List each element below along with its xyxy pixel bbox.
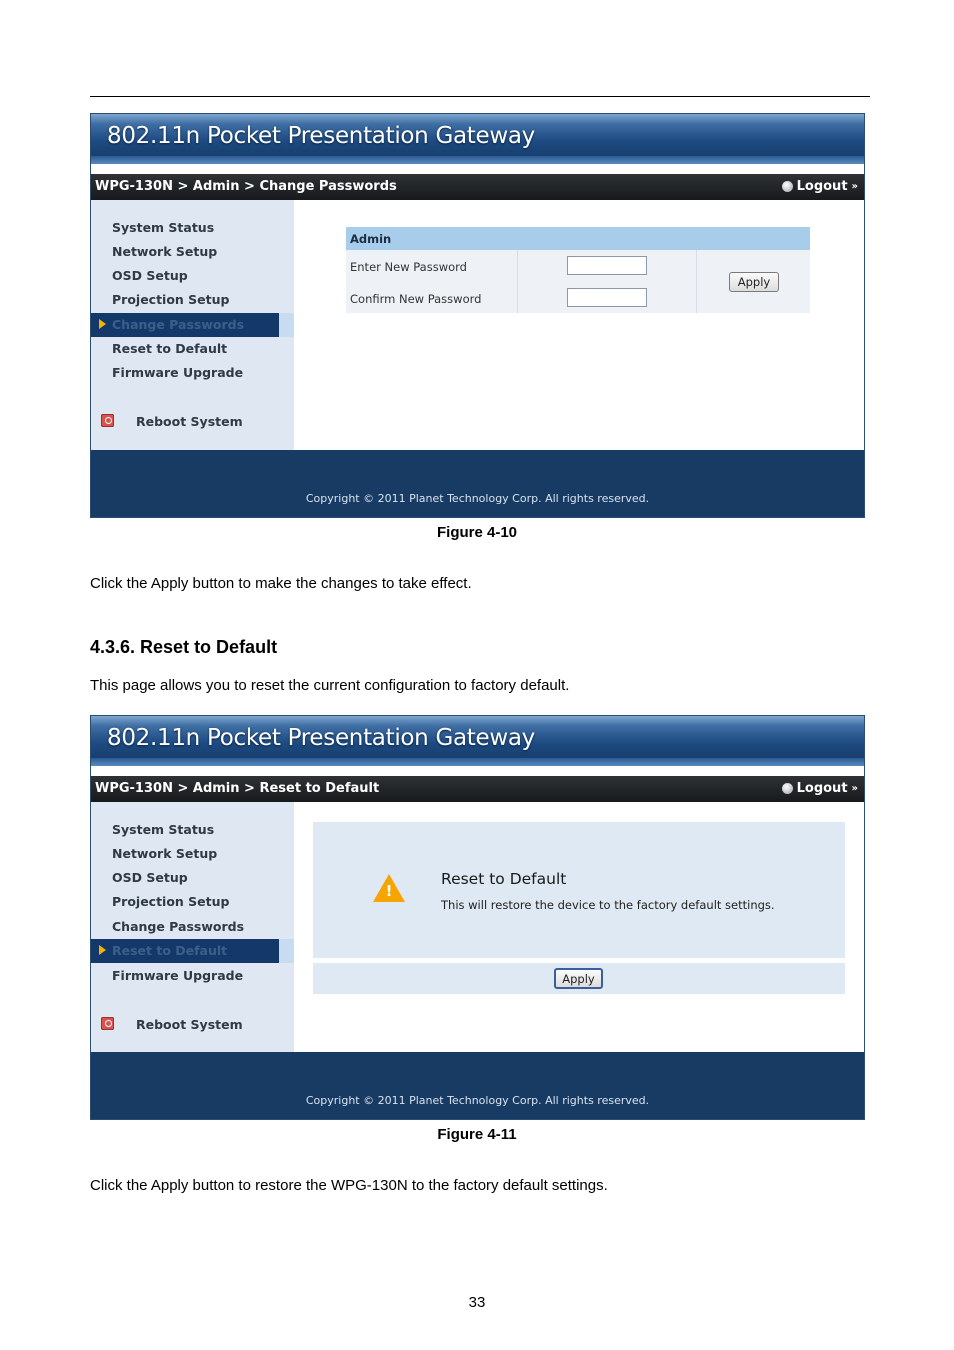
copyright-text: Copyright © 2011 Planet Technology Corp. All rights reserved. [305, 1094, 650, 1107]
gateway-title: 802.11n Pocket Presentation Gateway [107, 123, 535, 149]
copyright-text: Copyright © 2011 Planet Technology Corp. All rights reserved. [305, 492, 650, 505]
navigation-bar [91, 776, 864, 802]
apply-button[interactable]: Apply [729, 272, 779, 292]
breadcrumb: WPG-130N > Admin > Change Passwords [95, 179, 397, 194]
admin-password-form [346, 227, 810, 313]
sidebar-item-reboot-system[interactable]: Reboot System [136, 1017, 243, 1032]
sidebar-item-change-passwords[interactable]: Change Passwords [112, 919, 245, 934]
sidebar [91, 200, 294, 450]
logout-icon [782, 783, 793, 794]
power-icon [101, 414, 114, 427]
sidebar-item-reset-to-default[interactable]: Reset to Default [112, 341, 228, 356]
new-password-label: Enter New Password [350, 260, 467, 274]
gateway-title: 802.11n Pocket Presentation Gateway [107, 725, 535, 751]
body-paragraph: Click the Apply button to restore the WPG-130N to the factory default settings. [90, 1177, 608, 1194]
footer [91, 450, 864, 517]
sidebar-item-change-passwords[interactable] [91, 313, 279, 337]
footer [91, 1052, 864, 1119]
notice-text: This will restore the device to the factory default settings. [441, 898, 775, 912]
gateway-banner [91, 114, 864, 164]
logout-link[interactable] [782, 179, 858, 194]
gateway-banner [91, 716, 864, 766]
sidebar-item-firmware-upgrade[interactable]: Firmware Upgrade [112, 968, 244, 983]
screenshot-reset-to-default [90, 715, 865, 1120]
body-paragraph: Click the Apply button to make the changes to take effect. [90, 575, 472, 592]
body-paragraph: This page allows you to reset the current configuration to factory default. [90, 677, 570, 694]
new-password-input[interactable] [567, 256, 647, 275]
sidebar-item-projection-setup[interactable]: Projection Setup [112, 894, 230, 909]
confirm-password-input[interactable] [567, 288, 647, 307]
form-header [346, 227, 810, 250]
figure-caption: Figure 4-10 [436, 524, 518, 541]
notice-title: Reset to Default [441, 870, 567, 888]
logout-label: Logout [796, 179, 848, 194]
arrow-right-icon [99, 945, 106, 955]
figure-caption: Figure 4-11 [437, 1126, 517, 1143]
sidebar [91, 802, 294, 1052]
breadcrumb: WPG-130N > Admin > Reset to Default [95, 781, 380, 796]
logout-icon [782, 181, 793, 192]
arrow-right-icon [99, 319, 106, 329]
logout-label: Logout [796, 781, 848, 796]
sidebar-item-reboot-system[interactable]: Reboot System [136, 414, 243, 429]
section-heading: 4.3.6. Reset to Default [90, 637, 278, 657]
sidebar-item-reset-to-default[interactable] [91, 939, 279, 963]
apply-button[interactable]: Apply [554, 968, 603, 989]
form-title: Admin [350, 232, 392, 246]
warning-exclamation: ! [385, 882, 393, 900]
logout-link[interactable] [782, 781, 858, 796]
screenshot-change-passwords [90, 113, 865, 518]
sidebar-item-osd-setup[interactable]: OSD Setup [112, 268, 188, 283]
sidebar-item-firmware-upgrade[interactable]: Firmware Upgrade [112, 365, 244, 380]
apply-bar [313, 963, 845, 994]
double-chevron-icon: » [851, 181, 858, 192]
sidebar-item-label: Reset to Default [112, 943, 228, 958]
sidebar-item-projection-setup[interactable]: Projection Setup [112, 292, 230, 307]
sidebar-item-network-setup[interactable]: Network Setup [112, 244, 218, 259]
header-rule [90, 96, 870, 97]
sidebar-item-osd-setup[interactable]: OSD Setup [112, 870, 188, 885]
sidebar-item-network-setup[interactable]: Network Setup [112, 846, 218, 861]
reset-notice-panel [313, 822, 845, 958]
column-divider [517, 250, 518, 313]
navigation-bar [91, 174, 864, 200]
sidebar-item-system-status[interactable]: System Status [112, 822, 215, 837]
page-number: 33 [468, 1294, 486, 1311]
column-divider [696, 250, 697, 313]
sidebar-item-label: Change Passwords [112, 317, 245, 332]
sidebar-item-system-status[interactable]: System Status [112, 220, 215, 235]
double-chevron-icon: » [851, 783, 858, 794]
confirm-password-label: Confirm New Password [350, 292, 482, 306]
power-icon [101, 1017, 114, 1030]
